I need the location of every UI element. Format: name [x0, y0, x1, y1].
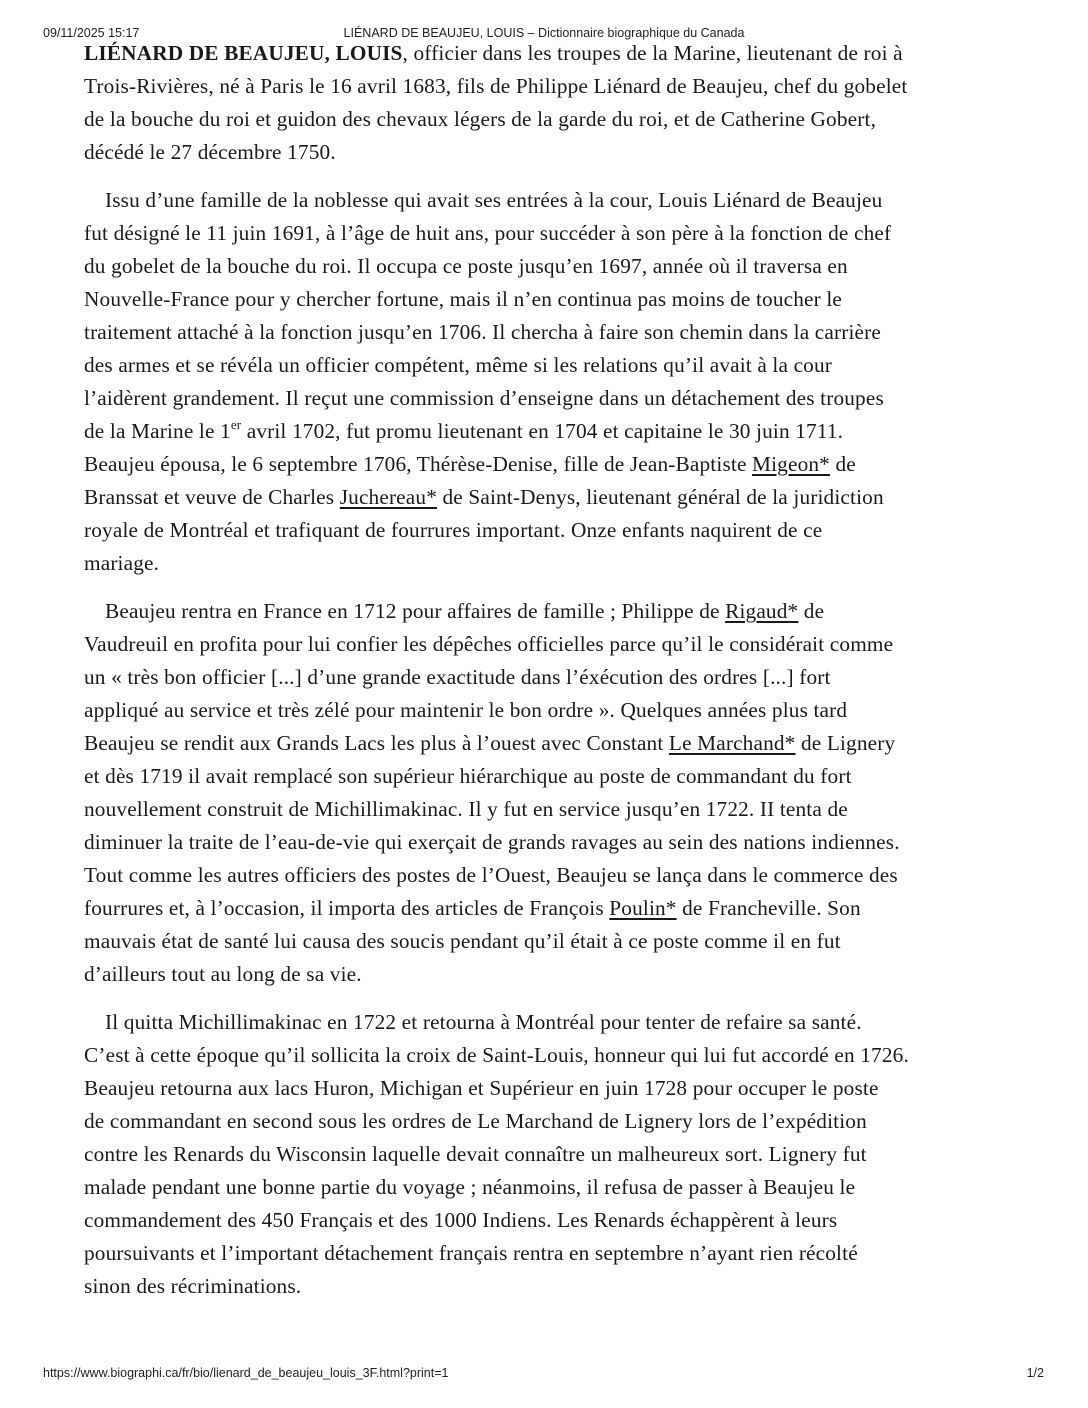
- text-line: [84, 103, 1024, 136]
- print-datetime: 09/11/2025 15:17: [43, 26, 140, 40]
- text-run: poursuivants et l’important détachement français rentra en septembre n’ayant rien récolté: [84, 1241, 858, 1265]
- cross-reference-link[interactable]: Migeon*: [752, 452, 830, 476]
- text-line: [84, 184, 1024, 217]
- text-run: Branssat et veuve de Charles: [84, 485, 340, 509]
- text-run: de: [798, 599, 825, 623]
- text-line: [84, 37, 1024, 70]
- text-run: diminuer la traite de l’eau-de-vie qui exerçait de grands ravages au sein des nations indiennes.: [84, 830, 900, 854]
- text-line: [84, 415, 1024, 448]
- text-run: Beaujeu rentra en France en 1712 pour affaires de famille ; Philippe de: [105, 599, 726, 623]
- text-run: avril 1702, fut promu lieutenant en 1704 et capitaine le 30 juin 1711.: [241, 419, 844, 443]
- text-run: royale de Montréal et trafiquant de fourrures important. Onze enfants naquirent de ce: [84, 518, 823, 542]
- text-run: nouvellement construit de Michillimakinac. Il y fut en service jusqu’en 1722. II tenta de: [84, 797, 848, 821]
- text-line: [84, 694, 1024, 727]
- text-run: d’ailleurs tout au long de sa vie.: [84, 962, 362, 986]
- text-run: de Lignery: [795, 731, 896, 755]
- cross-reference-link[interactable]: Le Marchand*: [668, 731, 796, 755]
- text-line: [84, 1072, 1024, 1105]
- text-line: [84, 925, 1024, 958]
- text-run: un « très bon officier [...] d’une grande exactitude dans l’éxécution des ordres [...] fort: [84, 665, 831, 689]
- text-line: [84, 1204, 1024, 1237]
- text-line: [84, 283, 1024, 316]
- text-run: mariage.: [84, 551, 160, 575]
- text-line: [84, 514, 1024, 547]
- text-line: [84, 1039, 1024, 1072]
- text-line: [84, 892, 1024, 925]
- text-run: l’aidèrent grandement. Il reçut une commission d’enseigne dans un détachement des troupes: [84, 386, 884, 410]
- text-run: , officier dans les troupes de la Marine, lieutenant de roi à: [402, 41, 903, 65]
- text-run: Beaujeu épousa, le 6 septembre 1706, Thérèse-Denise, fille de Jean-Baptiste: [84, 452, 753, 476]
- text-run: de la bouche du roi et guidon des chevaux légers de la garde du roi, et de Catherine Gobert,: [84, 107, 877, 131]
- text-line: [84, 382, 1024, 415]
- text-run: sinon des récriminations.: [84, 1274, 302, 1298]
- text-run: du gobelet de la bouche du roi. Il occupa ce poste jusqu’en 1697, année où il traversa en: [84, 254, 848, 278]
- text-line: [84, 1171, 1024, 1204]
- text-run: des armes et se révéla un officier compétent, même si les relations qu’il avait à la cour: [84, 353, 833, 377]
- text-run: appliqué au service et très zélé pour maintenir le bon ordre ». Quelques années plus tard: [84, 698, 848, 722]
- text-line: [84, 1105, 1024, 1138]
- text-line: [84, 547, 1024, 580]
- text-run: fourrures et, à l’occasion, il importa des articles de François: [84, 896, 610, 920]
- text-line: [84, 217, 1024, 250]
- text-run: mauvais état de santé lui causa des soucis pendant qu’il était à ce poste comme il en fut: [84, 929, 841, 953]
- text-run: de Francheville. Son: [676, 896, 861, 920]
- page-url: https://www.biographi.ca/fr/bio/lienard_de_beaujeu_louis_3F.html?print=1: [43, 1366, 449, 1380]
- cross-reference-link[interactable]: Rigaud*: [725, 599, 799, 623]
- cross-reference-link[interactable]: Juchereau*: [339, 485, 437, 509]
- text-run: traitement attaché à la fonction jusqu’en 1706. Il chercha à faire son chemin dans la carrière: [84, 320, 881, 344]
- paragraph: [84, 184, 1024, 580]
- text-line: [84, 349, 1024, 382]
- text-line: [84, 1237, 1024, 1270]
- text-line: [84, 136, 1024, 169]
- text-run: commandement des 450 Français et des 1000 Indiens. Les Renards échappèrent à leurs: [84, 1208, 838, 1232]
- text-run: malade pendant une bonne partie du voyage ; néanmoins, il refusa de passer à Beaujeu le: [84, 1175, 856, 1199]
- paragraph: [84, 1006, 1024, 1303]
- page-number: 1/2: [1026, 1366, 1044, 1380]
- text-line: [84, 250, 1024, 283]
- text-run: de la Marine le 1: [84, 419, 231, 443]
- text-run: Tout comme les autres officiers des postes de l’Ouest, Beaujeu se lança dans le commerce des: [84, 863, 898, 887]
- text-line: [84, 1006, 1024, 1039]
- text-run: et dès 1719 il avait remplacé son supérieur hiérarchique au poste de commandant du fort: [84, 764, 852, 788]
- text-line: [84, 1270, 1024, 1303]
- text-line: [84, 70, 1024, 103]
- text-run: fut désigné le 11 juin 1691, à l’âge de huit ans, pour succéder à son père à la fonction de chef: [84, 221, 892, 245]
- text-run: Issu d’une famille de la noblesse qui avait ses entrées à la cour, Louis Liénard de Beaujeu: [105, 188, 883, 212]
- text-run: Vaudreuil en profita pour lui confier les dépêches officielles parce qu’il le considérait comme: [84, 632, 894, 656]
- text-line: [84, 793, 1024, 826]
- text-run: Beaujeu se rendit aux Grands Lacs les plus à l’ouest avec Constant: [84, 731, 669, 755]
- text-run: C’est à cette époque qu’il sollicita la croix de Saint-Louis, honneur qui lui fut accordé en 1726.: [84, 1043, 909, 1067]
- text-line: [84, 859, 1024, 892]
- text-run: Nouvelle-France pour y chercher fortune, mais il n’en continua pas moins de toucher le: [84, 287, 843, 311]
- text-line: [84, 661, 1024, 694]
- superscript: er: [230, 417, 242, 432]
- biography-article: [84, 37, 1024, 1318]
- text-line: [84, 448, 1024, 481]
- text-line: [84, 628, 1024, 661]
- text-line: [84, 727, 1024, 760]
- paragraph: [84, 595, 1024, 991]
- text-run: Beaujeu retourna aux lacs Huron, Michigan et Supérieur en juin 1728 pour occuper le poste: [84, 1076, 879, 1100]
- text-line: [84, 826, 1024, 859]
- page-title: LIÉNARD DE BEAUJEU, LOUIS – Dictionnaire biographique du Canada: [343, 26, 745, 40]
- text-line: [84, 481, 1024, 514]
- text-line: [84, 595, 1024, 628]
- text-run: Il quitta Michillimakinac en 1722 et retourna à Montréal pour tenter de refaire sa santé.: [105, 1010, 862, 1034]
- text-run: décédé le 27 décembre 1750.: [84, 140, 336, 164]
- text-run: de commandant en second sous les ordres de Le Marchand de Lignery lors de l’expédition: [84, 1109, 867, 1133]
- cross-reference-link[interactable]: Poulin*: [609, 896, 677, 920]
- text-run: de Saint-Denys, lieutenant général de la juridiction: [437, 485, 884, 509]
- text-run: Trois-Rivières, né à Paris le 16 avril 1683, fils de Philippe Liénard de Beaujeu, chef du gobelet: [84, 74, 908, 98]
- text-line: [84, 1138, 1024, 1171]
- text-run: contre les Renards du Wisconsin laquelle devait connaître un malheureux sort. Lignery fut: [84, 1142, 867, 1166]
- text-line: [84, 316, 1024, 349]
- text-run: de: [829, 452, 856, 476]
- text-line: [84, 760, 1024, 793]
- subject-name: LIÉNARD DE BEAUJEU, LOUIS: [84, 41, 403, 65]
- text-line: [84, 958, 1024, 991]
- paragraph: [84, 37, 1024, 169]
